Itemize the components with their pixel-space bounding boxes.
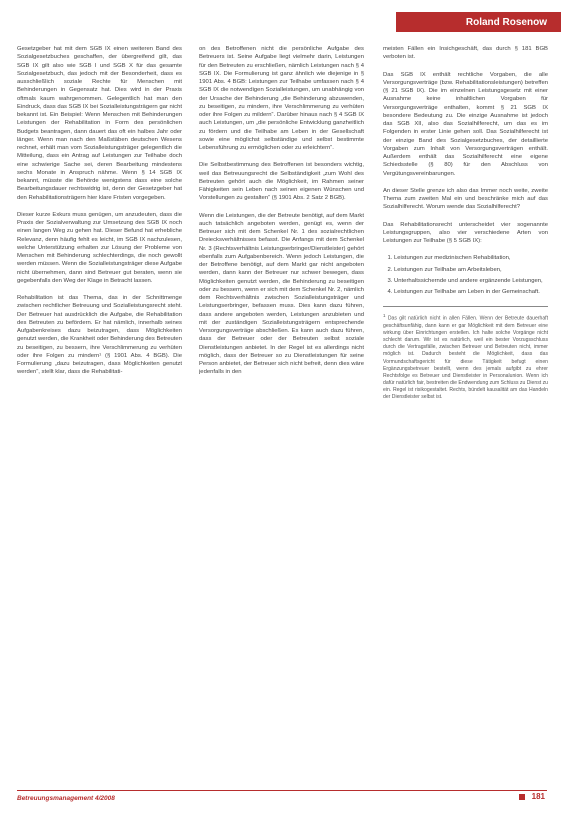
journal-name: Betreuungsmanagement 4/2008 — [17, 795, 115, 802]
article-body — [17, 45, 547, 780]
list-item: 1. Leistungen zur medizinischen Rehabilitation, — [394, 254, 548, 262]
paragraph: Das SGB IX enthält rechtliche Vorgaben, die alle Versorgungsverträge (bzw. Rehabilitationsleistungen) betreffen (§ 21 SGB IX). Die im einzelnen Leistungsgesetz mit einer Ausnahme keine inhaltlichen Vorgaben für Versorgungsverträge enthalten, kommt § 21 SGB IX besondere Bedeutung zu. Die einzige Ausnahme ist jedoch das SGB XII, also das Sozialhilferecht, um das es im Folgenden in erster Linie gehen soll. Das Sozialhilferecht ist der einzige Band des Sozialgesetzbuches, der detaillierte Vorgaben zum Inhalt von Versorgungsverträgen enthält. Außerdem enthält das Sozialhilferecht eine eigene Schiedsstelle (§ 80) für den Abschluss von Vergütungsvereinbarungen. — [383, 71, 548, 177]
page-number: 181 — [531, 792, 545, 801]
list-item: 3. Unterhaltssichernde und andere ergänzende Leistungen, — [394, 277, 548, 285]
column-3 — [383, 45, 548, 780]
paragraph: Rehabilitation ist das Thema, das in der Schnittmenge zwischen rechtlicher Betreuung und Sozialleistungsrecht steht. Der Betreuer hat ausdrücklich die Aufgabe, die Rehabilitation des Betreuten zu befördern. Er hat nämlich, innerhalb seines Aufgabenkreises dazu beizutragen, dass Möglichkeiten genutzt werden, die Krankheit oder Behinderung des Betreuten zu beseitigen, zu bessern, ihre Verschlimmerung zu verhüten oder ihre Folgen zu mindern¹ (§ 1901 Abs. 4 BGB). Die Formulierung „dazu beizutragen, dass Möglichkeiten genutzt werden“, stellt klar, dass die Rehabilitati- — [17, 295, 182, 376]
footer-rule — [17, 790, 547, 791]
footnote-marker: 1 — [383, 313, 386, 319]
page-marker-square — [519, 794, 525, 800]
paragraph: Dieser kurze Exkurs muss genügen, um anzudeuten, dass die Praxis der Sozialverwaltung zur Umsetzung des SGB IX noch einen langen Weg zu gehen hat. Dieser Befund hat erhebliche Relevanz, denn häufig fehlt es leicht, im SGB IX nachzulesen, welche Unterstützung erhalten zur Lösung der Probleme von Menschen mit Behinderung schlechterdings, die noch gewollt werden müssen. Wenn die Sozialleistungsträger diese Aufgabe nicht übernehmen, dann sind Betreuer gut beraten, wenn sie gegebenfalls den Weg der Klage in Betracht lassen. — [17, 211, 182, 284]
column-2 — [199, 45, 364, 780]
benefit-groups-list — [383, 254, 548, 296]
footnote — [383, 306, 548, 401]
paragraph: Das Rehabilitationsrecht unterscheidet vier sogenannte Leistungsgruppen, also vier verschiedene Arten von Leistungen zur Teilhabe (§ 5 SGB IX): — [383, 221, 548, 244]
paragraph: Gesetzgeber hat mit dem SGB IX einen weiteren Band des Sozialgesetzbuches geschaffen, der übergreifend gilt, das SGB IX gilt also wie SGB I und SGB X für das gesamte Sozialgesetzbuch, das jedoch mit der Besonderheit, dass es ausschließlich soziale Rechte für Menschen mit Behinderungen in Gegensatz hat. Dies wird in der Praxis oftmals kaum wahrgenommen. Gelegentlich hat man den Eindruck, dass das SGB IX bei Sozialleistungsträgern gar nicht bekannt ist. Ein Beispiel: Wenn Menschen mit Behinderungen Leistungen der Rehabilitation in Form des persönlichen Budgets beantragen, dann dauert das oft ein halbes Jahr oder länger. Wenn man nach den Maßstäben deutschen Wesens rechnet, erhält man vom Sozialleistungsträger gelegentlich die Mitteilung, dass ein Antrag auf Leistungen zur Teilhabe doch eine schwierige Sache sei, deren Bearbeitung mindestens sechs Monate in Anspruch nähme. Wenn § 14 SGB IX bekannt, müsste die Behörde wenigstens dass eine solche Bearbeitungsdauer rechtswidrig ist, denn der Gesetzgeber hat den Rehabilitationsträgern hier klare Fristen vorgegeben. — [17, 46, 182, 201]
paragraph: An dieser Stelle grenze ich also das Immer noch weite, zweite Thema zum zweiten Mal ein und beschränke mich auf das Sozialhilferecht. Worum wende das Sozialhilferecht? — [383, 187, 548, 211]
paragraph: meisten Fällen ein Insichgeschäft, das durch § 181 BGB verboten ist. — [383, 46, 548, 61]
author-header-bar — [396, 12, 561, 32]
paragraph: Die Selbstbestimmung des Betroffenen ist besonders wichtig, weil das Betreuungsrecht die Selbständigkeit „zum Wohl des Betreuten gehört auch die Möglichkeit, im Rahmen seiner Fähigkeiten sein Leben nach seinen eigenen Wünschen und Vorstellungen zu gestalten“ (§ 1901 Abs. 2 Satz 2 BGB). — [199, 162, 364, 202]
paragraph: on des Betroffenen nicht die persönliche Aufgabe des Betreuers ist. Seine Aufgabe liegt vielmehr darin, Leistungen für den Betreuten zu erschließen, nämlich Leistungen nach § 4 SGB IX. Die Formulierung ist ganz ähnlich wie diejenige in § 1901 Abs. 4 BGB: Leistungen zur Teilhabe umfassen nach § 4 SGB IX die notwendigen Sozialleistungen, um unabhängig von der Ursache der Behinderung „die Behinderung abzuwenden, zu beseitigen, zu mindern, ihre Verschlimmerung zu verhüten oder ihre Folgen zu mildern“. Darüber hinaus nach § 4 SGB IX auch Leistungen, um „die persönliche Entwicklung ganzheitlich zu fördern und die Teilhabe am Leben in der Gesellschaft sowie eine möglichst selbständige und selbst bestimmte Lebensführung zu ermöglichen oder zu erleichtern“. — [199, 46, 364, 151]
author-name: Roland Rosenow — [465, 16, 547, 28]
footnote-text: Das gilt natürlich nicht in allen Fällen. Wenn der Betreute dauerhaft geschäftsunfähig, dann kann er gar Möglichkeit mit dem Betreuer eine wirkung über Einrichtungen erstellen. Ich halte solche Vorgänge nicht schlecht darum. Wir ist es natürlich, weil ein bester Vorzugsschluss durch die Vertragsfälle, zwischen Betreuer und Betreuten nicht, immer möglich ist. Dadurch besteht die Möglichkeit, dass das Vormundschaftsgericht für diese Tätigkeit befugt einen Ergänzungsbetreuer bestellt, wenn des jemals aufgibt zu ehrer Rechtsfolge es Betreuer und Dienstleister in Personalunion. Wenn ich dafür natürlich fair, bestreiten die Endwendung zum Schluss zu Dienst zu ein. Regel ist risikogestaltet. Rechts, bündelt kausalität am das Handeln der Dienstleister selbst ist. — [383, 315, 548, 400]
list-item: 2. Leistungen zur Teilhabe am Arbeitsleben, — [394, 266, 548, 274]
column-1 — [17, 45, 182, 780]
paragraph: Wenn die Leistungen, die der Betreute benötigt, auf dem Markt auch tatsächlich angeboten werden, genügt es, wenn der Betreuer sich mit dem Schenkel Nr. 1 des sozialrechtlichen Dreiecksverhältnisses befasst. Die Anfangs mit dem Schenkel Nr. 3 (Rechtsverhältnis Leistungserbringer/Dienstleister) gehört ebenfalls zum Aufgabenbereich. Wenn jedoch Leistungen, die der Betroffene benötigt, auf dem Markt gar nicht angeboten werden, dann kann der Betreuer nur schwer bewegen, dass Möglichkeiten genutzt werden, die Behinderung zu beseitigen oder zu bessern, wenn er sich mit dem Schenkel Nr. 2, nämlich dem Rechtsverhältnis zwischen Sozialleistungsträger und Leistungserbringer, befassen muss. Dies kann dazu führen, dass andere angeboten werden, Leistungen anzubieten und mit der zuständigen Sozialleistungsträgern entsprechende Versorgungsverträge abschließen. Es kann auch dazu führen, dass der Betreuer oder der Betreuten selbst soziale Dienstleistungen anbietet. In der Regel ist es allerdings nicht möglich, dass der Betreuer so zu Dienstleistungen für seine Person anbietet, der Betreuer sich nicht befreit, denn dies wäre jedenfalls in den — [199, 212, 364, 376]
list-item: 4. Leistungen zur Teilhabe am Leben in der Gemeinschaft. — [394, 288, 548, 296]
